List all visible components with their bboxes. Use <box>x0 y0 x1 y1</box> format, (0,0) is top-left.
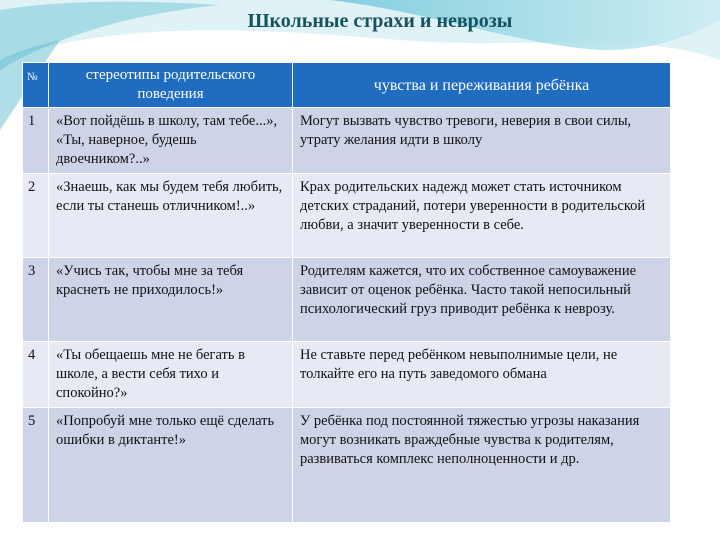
row-feelings: Родителям кажется, что их собственное самоуважение зависит от оценок ребёнка. Часто такой непосильный психологический груз приводит ребёнка к неврозу. <box>293 258 671 342</box>
row-stereotype: «Вот пойдёшь в школу, там тебе...», «Ты, наверное, будешь двоечником?..» <box>49 108 293 174</box>
row-number: 1 <box>23 108 49 174</box>
table-row <box>23 174 671 258</box>
header-number: № <box>23 63 49 108</box>
page-title: Школьные страхи и неврозы <box>247 10 513 32</box>
table-row <box>23 258 671 342</box>
header-stereotypes: стереотипы родительского поведения <box>49 63 293 108</box>
table-row <box>23 108 671 174</box>
row-number: 3 <box>23 258 49 342</box>
row-stereotype: «Знаешь, как мы будем тебя любить, если ты станешь отличником!..» <box>49 174 293 258</box>
row-feelings: Не ставьте перед ребёнком невыполнимые цели, не толкайте его на путь заведомого обмана <box>293 342 671 408</box>
row-feelings: Крах родительских надежд может стать источником детских страданий, потери уверенности в родительской любви, а значит уверенности в себе. <box>293 174 671 258</box>
table-row <box>23 342 671 408</box>
row-feelings: У ребёнка под постоянной тяжестью угрозы наказания могут возникать враждебные чувства к родителям, развиваться комплекс неполноценности и др. <box>293 408 671 523</box>
row-number: 4 <box>23 342 49 408</box>
header-feelings: чувства и переживания ребёнка <box>293 63 671 108</box>
row-stereotype: «Учись так, чтобы мне за тебя краснеть не приходилось!» <box>49 258 293 342</box>
row-number: 2 <box>23 174 49 258</box>
fears-table <box>22 62 671 523</box>
row-stereotype: «Попробуй мне только ещё сделать ошибки в диктанте!» <box>49 408 293 523</box>
row-stereotype: «Ты обещаешь мне не бегать в школе, а вести себя тихо и спокойно?» <box>49 342 293 408</box>
table-row <box>23 408 671 523</box>
table-header-row <box>23 63 671 108</box>
row-number: 5 <box>23 408 49 523</box>
row-feelings: Могут вызвать чувство тревоги, неверия в свои силы, утрату желания идти в школу <box>293 108 671 174</box>
